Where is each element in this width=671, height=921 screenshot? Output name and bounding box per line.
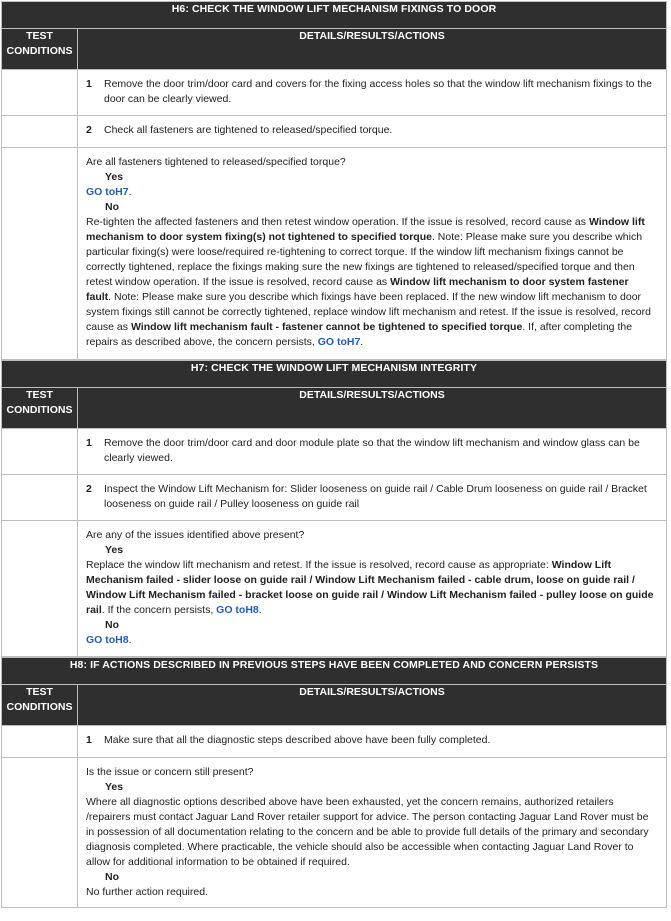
no-label: No — [105, 619, 119, 631]
test-conditions-cell — [2, 521, 78, 657]
no-action-text: Re-tighten the affected fasteners and then retest window operation. If the issue is resolved, record cause as Window lift mechanism to door system fixing(s) not tightened to specified torque. Note: Please make sure you describe which particular fixing(s) were loose/required re-tightening to correct torque. If the window lift mechanism fixings cannot be correctly tightened, replace the fixings making sure the new fixings are tightened to released/specified torque and then retest window operation. If the issue is resolved, record cause as Window lift mechanism to door system fastener fault. Note: Please make sure you describe which fixings have been replaced. If the new window lift mechanism to door system fixings still cannot be correctly tightened, replace window lift mechanism and retest. If the issue is resolved, record cause as Window lift mechanism fault - fastener cannot be tightened to specified torque. If, after completing the repairs as described above, the concern persists, GO toH7. — [86, 216, 651, 348]
test-conditions-cell — [2, 726, 78, 758]
yes-action-text: Replace the window lift mechanism and retest. If the issue is resolved, record cause as appropriate: Window Lift Mechanism failed - slider loose on guide rail / Window Lift Mechanism failed - cable drum, loose on guide rail / Window Lift Mechanism failed - bracket loose on guide rail / Window Lift Mechanism failed - pulley loose on guide rail. If the concern persists, GO toH8. — [86, 559, 654, 616]
test-conditions-header: TEST CONDITIONS — [2, 29, 78, 70]
test-conditions-cell — [2, 148, 78, 360]
details-header: DETAILS/RESULTS/ACTIONS — [78, 388, 667, 429]
go-to-h7-link[interactable]: GO toH7 — [86, 186, 129, 198]
step-item: 2 Inspect the Window Lift Mechanism for: Slider looseness on guide rail / Cable Drum looseness on guide rail / Bracket looseness on guide rail / Pulley looseness on guide rail — [78, 475, 667, 521]
step-h7-table — [1, 360, 667, 657]
question-block — [78, 758, 667, 908]
step-item: 2 Check all fasteners are tightened to released/specified torque. — [78, 116, 667, 148]
question-block: Are any of the issues identified above present? Yes Replace the window lift mechanism and retest. If the issue is resolved, record cause as appropriate: Window Lift Mechanism failed - slider loose on guide rail / Window Lift Mechanism failed - cable drum, loose on guide rail / Window Lift Mechanism failed - bracket loose on guide rail / Window Lift Mechanism failed - pulley loose on guide rail. If the concern persists, GO toH8. No GO toH8. — [78, 521, 667, 657]
no-label: No — [105, 871, 119, 883]
test-conditions-header: TEST CONDITIONS — [2, 388, 78, 429]
test-conditions-cell — [2, 758, 78, 908]
yes-label: Yes — [105, 781, 124, 793]
no-label: No — [105, 201, 119, 213]
details-header: DETAILS/RESULTS/ACTIONS — [78, 685, 667, 726]
yes-action-text: Where all diagnostic options described above have been exhausted, yet the concern remains, authorized retailers /repairers must contact Jaguar Land Rover retailer support for advice. The person contacting Jaguar Land Rover must be in possession of all documentation relating to the concern and be able to provide full details of the primary and secondary diagnosis completed. Where practicable, the vehicle should also be accessible when contacting Jaguar Land Rover to allow for additional information to be obtained if required. — [86, 796, 649, 868]
test-conditions-header: TEST CONDITIONS — [2, 685, 78, 726]
question-text: Is the issue or concern still present? — [86, 766, 254, 778]
step-h7-title: H7: CHECK THE WINDOW LIFT MECHANISM INTEGRITY — [2, 361, 667, 388]
test-conditions-cell — [2, 70, 78, 116]
step-h8-table — [1, 657, 667, 908]
step-item: 1 Remove the door trim/door card and covers for the fixing access holes so that the window lift mechanism fixings to the door can be clearly viewed. — [78, 70, 667, 116]
go-to-h8-link[interactable]: GO toH8 — [86, 634, 129, 646]
step-item: 1 Make sure that all the diagnostic steps described above have been fully completed. — [78, 726, 667, 758]
test-conditions-cell — [2, 475, 78, 521]
question-text: Are all fasteners tightened to released/specified torque? — [86, 156, 346, 168]
question-text: Are any of the issues identified above present? — [86, 529, 305, 541]
step-h6-title: H6: CHECK THE WINDOW LIFT MECHANISM FIXINGS TO DOOR — [2, 2, 667, 29]
yes-label: Yes — [105, 544, 124, 556]
test-conditions-cell — [2, 116, 78, 148]
step-item: 1 Remove the door trim/door card and door module plate so that the window lift mechanism and window glass can be clearly viewed. — [78, 429, 667, 475]
step-h8-title: H8: IF ACTIONS DESCRIBED IN PREVIOUS STEPS HAVE BEEN COMPLETED AND CONCERN PERSISTS — [2, 658, 667, 685]
question-block: Are all fasteners tightened to released/specified torque? Yes GO toH7. No Re-tighten the affected fasteners and then retest window operation. If the issue is resolved, record cause as Window lift mechanism to door system fixing(s) not tightened to specified torque. Note: Please make sure you describe which particular fixing(s) were loose/required re-tightening to correct torque. If the window lift mechanism fixings cannot be correctly tightened, replace the fixings making sure the new fixings are tightened to released/specified torque and then retest window operation. If the issue is resolved, record cause as Window lift mechanism to door system fastener fault. Note: Please make sure you describe which fixings have been replaced. If the new window lift mechanism to door system fixings still cannot be correctly tightened, replace window lift mechanism and retest. If the issue is resolved, record cause as Window lift mechanism fault - fastener cannot be tightened to specified torque. If, after completing the repairs as described above, the concern persists, GO toH7. — [78, 148, 667, 360]
go-to-h7-link[interactable]: GO toH7 — [317, 336, 361, 348]
details-header: DETAILS/RESULTS/ACTIONS — [78, 29, 667, 70]
yes-label: Yes — [105, 171, 124, 183]
go-to-h8-link[interactable]: GO toH8 — [216, 604, 259, 616]
test-conditions-cell — [2, 429, 78, 475]
step-h6-table — [1, 1, 667, 360]
diagnostic-page — [1, 1, 668, 908]
no-action-text: No further action required. — [86, 886, 208, 898]
